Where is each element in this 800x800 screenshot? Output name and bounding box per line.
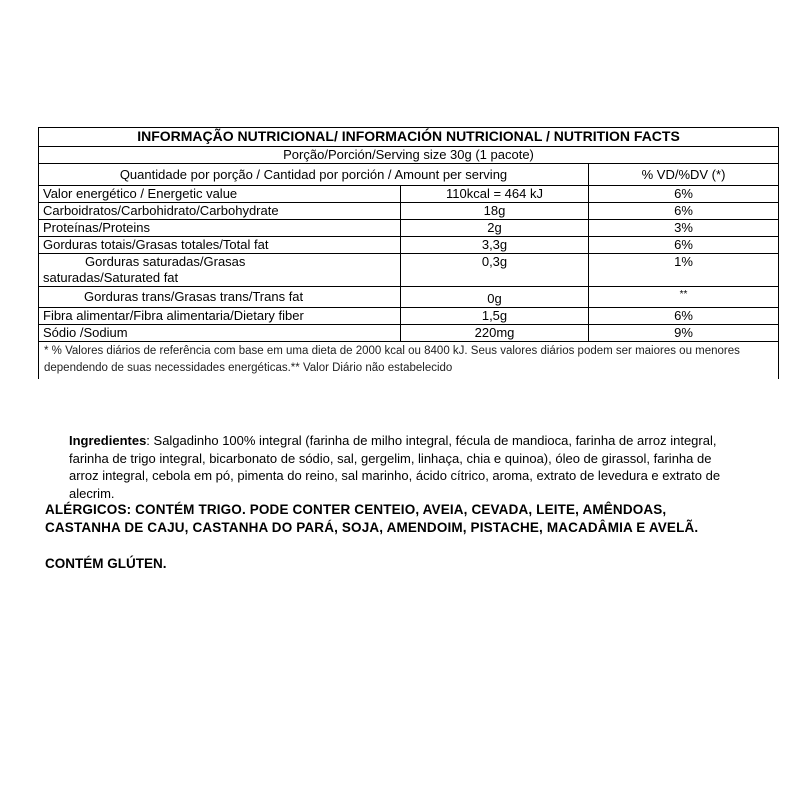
serving-size: Porção/Porción/Serving size 30g (1 pacote)	[39, 147, 779, 164]
nutrition-table	[38, 127, 779, 379]
nutrient-label: Sódio /Sodium	[39, 325, 401, 342]
nutrient-amount: 3,3g	[401, 237, 589, 254]
nutrient-dv: 6%	[589, 308, 779, 325]
nutrition-facts-panel	[38, 127, 778, 379]
nutrient-label: Carboidratos/Carbohidrato/Carbohydrate	[39, 203, 401, 220]
nutrient-dv: 3%	[589, 220, 779, 237]
footnote-row	[39, 342, 779, 380]
nutrient-dv: 9%	[589, 325, 779, 342]
nutrient-amount: 1,5g	[401, 308, 589, 325]
nutrient-amount: 110kcal = 464 kJ	[401, 186, 589, 203]
nutrient-label: Valor energético / Energetic value	[39, 186, 401, 203]
nutrient-dv: **	[589, 287, 779, 308]
nutrient-amount: 2g	[401, 220, 589, 237]
nutrition-title: INFORMAÇÃO NUTRICIONAL/ INFORMACIÓN NUTRICIONAL / NUTRITION FACTS	[39, 128, 779, 147]
table-row	[39, 325, 779, 342]
nutrient-amount: 0g	[401, 287, 589, 308]
ingredients-label: Ingredientes	[69, 433, 147, 448]
nutrient-label-line2: saturadas/Saturated fat	[43, 270, 179, 285]
nutrient-dv: 6%	[589, 203, 779, 220]
gluten-statement: CONTÉM GLÚTEN.	[45, 556, 167, 571]
header-amount: Quantidade por porção / Cantidad por porción / Amount per serving	[39, 164, 589, 186]
table-row	[39, 287, 779, 308]
nutrient-amount: 18g	[401, 203, 589, 220]
nutrient-dv: 6%	[589, 237, 779, 254]
nutrition-footnote: * % Valores diários de referência com base em uma dieta de 2000 kcal ou 8400 kJ. Seus valores diários podem ser maiores ou menores dependendo de suas necessidades energéticas.** Valor Diário não estabelecido	[39, 342, 779, 380]
ingredients-block	[69, 432, 739, 502]
nutrient-label: Proteínas/Proteins	[39, 220, 401, 237]
nutrient-label	[39, 254, 401, 287]
nutrient-amount: 220mg	[401, 325, 589, 342]
table-row	[39, 220, 779, 237]
nutrient-label: Gorduras trans/Grasas trans/Trans fat	[39, 287, 401, 308]
nutrient-label: Gorduras totais/Grasas totales/Total fat	[39, 237, 401, 254]
table-row	[39, 237, 779, 254]
allergens-statement: ALÉRGICOS: CONTÉM TRIGO. PODE CONTER CENTEIO, AVEIA, CEVADA, LEITE, AMÊNDOAS, CASTANHA DE CAJU, CASTANHA DO PARÁ, SOJA, AMENDOIM, PISTACHE, MACADÂMIA E AVELÃ.	[45, 502, 699, 535]
table-row	[39, 186, 779, 203]
nutrient-dv: 6%	[589, 186, 779, 203]
nutrient-dv: 1%	[589, 254, 779, 287]
table-row	[39, 308, 779, 325]
table-row	[39, 254, 779, 287]
nutrient-label-line1: Gorduras saturadas/Grasas	[85, 254, 246, 269]
ingredients-text: : Salgadinho 100% integral (farinha de milho integral, fécula de mandioca, farinha de arroz integral, farinha de trigo integral, bicarbonato de sódio, sal, gergelim, linhaça, chia e quinoa), óleo de girassol, farinha de arroz integral, cebola em pó, pimenta do reino, sal marinho, ácido cítrico, aroma, extrato de levedura e extrato de alecrim.	[69, 433, 721, 501]
table-row	[39, 203, 779, 220]
header-row	[39, 164, 779, 186]
nutrient-amount: 0,3g	[401, 254, 589, 287]
nutrient-label: Fibra alimentar/Fibra alimentaria/Dietary fiber	[39, 308, 401, 325]
title-row	[39, 128, 779, 147]
header-dv: % VD/%DV (*)	[589, 164, 779, 186]
serving-row	[39, 147, 779, 164]
